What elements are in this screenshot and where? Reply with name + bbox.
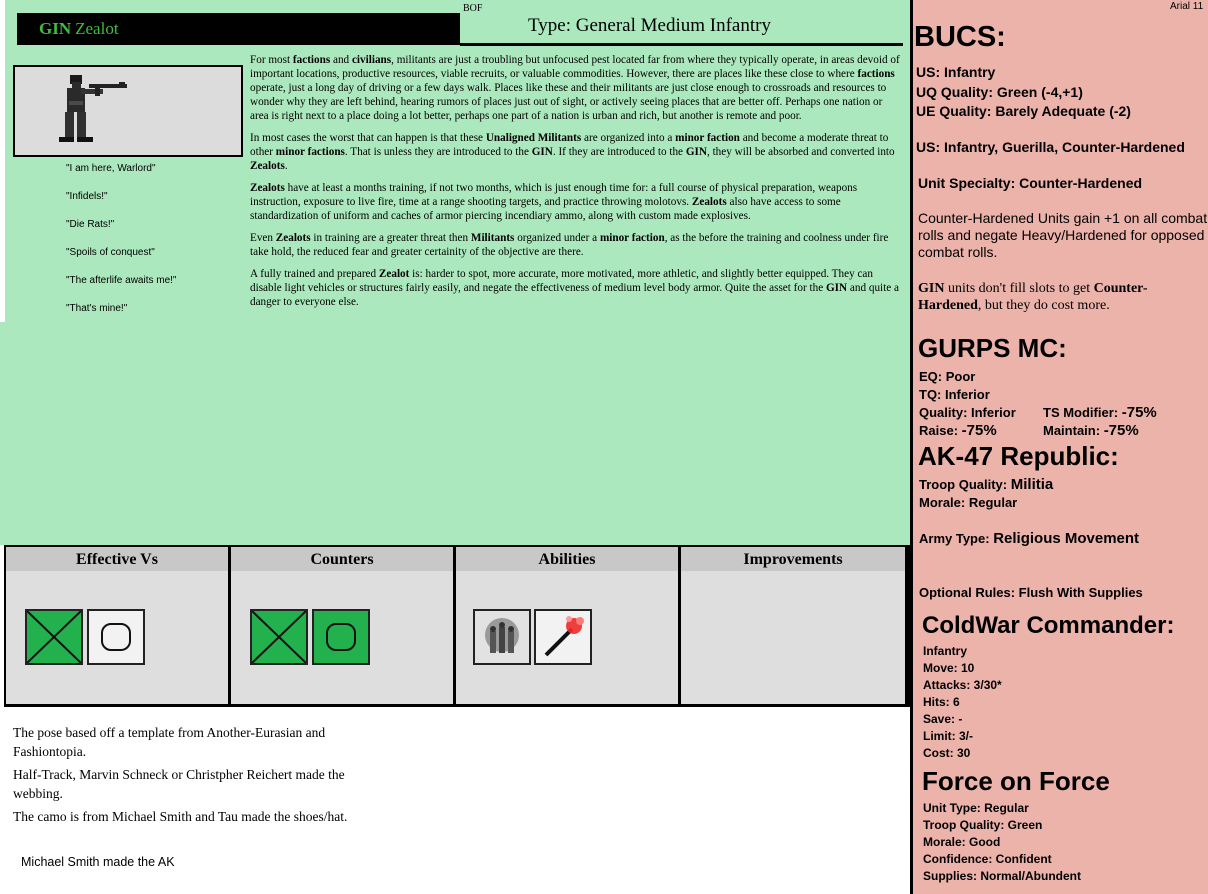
- infantry-target-icon: [87, 609, 145, 665]
- unit-name: Zealot: [75, 19, 119, 38]
- gurps-tq: TQ: Inferior: [919, 387, 990, 402]
- fof-title: Force on Force: [922, 766, 1110, 796]
- gurps-raise: Raise: -75%: [919, 422, 997, 439]
- unit-name-bar: [17, 13, 460, 45]
- ak47-optional-rules: Optional Rules: Flush With Supplies: [919, 585, 1143, 600]
- infantry-counter-icon: [312, 609, 370, 665]
- ak47-army-type: Army Type: Religious Movement: [919, 530, 1140, 547]
- fof-line: Supplies: Normal/Abundent: [923, 869, 1082, 883]
- description-paragraph: For most factions and civilians, militants are just a troubling but unfocused pest located far from where they typically operate, in areas devoid of important locations, productive resources, viable recruits, or valuable commodities. However, there are places like these close to where factions operate, just a long day of driving or a few days walk. Places like these and their militants are just close enough to crossroads and resources to wonder why they are left behind, hearing rumors of places just out of sight, or actively seeing places that are better off. Perhaps one nation or area is right next to a place doing a lot better, perhaps one part of a nation is urban and rich, but another is remote and poor.: [250, 54, 900, 122]
- fof-line: Unit Type: Regular: [923, 801, 1029, 815]
- gurps-eq: EQ: Poor: [919, 369, 976, 384]
- credits: [13, 723, 353, 830]
- coldwar-line: Move: 10: [923, 661, 975, 675]
- armored-target-icon: [25, 609, 83, 665]
- description-paragraph: A fully trained and prepared Zealot is: harder to spot, more accurate, more motivated, more athletic, and slightly better equipped. They can disable light vehicles or structures fairly easily, and negate the effectiveness of medium level body armor. Quite the asset for the GIN and quite a danger to everyone else.: [250, 268, 900, 308]
- coldwar-line: Cost: 30: [923, 746, 971, 760]
- ak47-morale: Morale: Regular: [919, 495, 1018, 510]
- corner-tag: BOF: [463, 3, 483, 14]
- effective-vs-box: [6, 547, 228, 704]
- fof-line: Troop Quality: Green: [923, 818, 1043, 832]
- coldwar-title: ColdWar Commander:: [922, 612, 1175, 639]
- unit-portrait: [13, 65, 243, 157]
- counters-box: [231, 547, 453, 704]
- bucs-specialty: Unit Specialty: Counter-Hardened: [918, 175, 1143, 191]
- abilities-box: [456, 547, 678, 704]
- credit-line: The pose based off a template from Another-Eurasian and Fashiontopia.: [13, 725, 326, 759]
- description-paragraph: Zealots have at least a months training, if not two months, which is just enough time for: a full course of physical preparation, weapons instruction, exposure to live fire, time at a range shooting targets, and practice throwing molotovs. Zealots also have access to some standardization of uniform and caches of armor piercing incendiary ammo, along with custom made explosives.: [250, 182, 858, 222]
- quote-line: "Spoils of conquest": [66, 247, 155, 258]
- abilities-header: Abilities: [456, 547, 678, 571]
- molotov-ability-icon: [534, 609, 592, 665]
- quote-line: "The afterlife awaits me!": [66, 275, 177, 286]
- ak47-title: AK-47 Republic:: [918, 441, 1119, 471]
- fof-line: Morale: Good: [923, 835, 1001, 849]
- ak47-troop-quality: Troop Quality: Militia: [919, 476, 1054, 493]
- bucs-gin-note: GIN units don't fill slots to get Counter-Hardened, but they do cost more.: [918, 281, 1148, 313]
- counters-header: Counters: [231, 547, 453, 571]
- squad-ability-icon: [473, 609, 531, 665]
- title-underline: [460, 43, 903, 46]
- gurps-quality: Quality: Inferior: [919, 405, 1016, 420]
- coldwar-line: Hits: 6: [923, 695, 960, 709]
- effective-vs-header: Effective Vs: [6, 547, 228, 571]
- description-paragraph: Even Zealots in training are a greater threat then Militants organized under a minor faction, as the before the training and coolness under fire take hold, the reduced fear and greater certainity of the objective are there.: [250, 232, 889, 258]
- gurps-ts-modifier: TS Modifier: -75%: [1043, 404, 1157, 421]
- bucs-us2: US: Infantry, Guerilla, Counter-Hardened: [916, 139, 1185, 155]
- unit-type-title: Type: General Medium Infantry: [528, 15, 771, 36]
- font-note: Arial 11: [1170, 1, 1204, 12]
- card-edge-strip: [0, 0, 5, 322]
- quote-line: "Die Rats!": [66, 219, 115, 230]
- bucs-uq: UQ Quality: Green (-4,+1): [916, 84, 1083, 100]
- stats-panel: [913, 0, 1208, 894]
- quote-line: "Infidels!": [66, 191, 108, 202]
- credit-line: Half-Track, Marvin Schneck or Christpher Reichert made the webbing.: [13, 767, 345, 801]
- bucs-us: US: Infantry: [916, 64, 996, 80]
- description-paragraph: In most cases the worst that can happen is that these Unaligned Militants are organized into a minor faction and become a moderate threat to other minor factions. That is unless they are introduced to the GIN. If they are introduced to the GIN, they will be absorbed and converted into Zealots.: [250, 132, 895, 172]
- improvements-box: [681, 547, 905, 704]
- unit-relations-panel: [4, 545, 910, 707]
- unit-quotes: [66, 162, 236, 330]
- coldwar-line: Infantry: [923, 644, 968, 658]
- soldier-sprite-icon: [15, 67, 241, 155]
- quote-line: "I am here, Warlord": [66, 163, 156, 174]
- credit-line: The camo is from Michael Smith and Tau made the shoes/hat.: [13, 809, 348, 824]
- gurps-maintain: Maintain: -75%: [1043, 422, 1139, 439]
- fof-line: Confidence: Confident: [923, 852, 1052, 866]
- quote-line: "That's mine!": [66, 303, 128, 314]
- improvements-header: Improvements: [681, 547, 905, 571]
- gurps-title: GURPS MC:: [918, 333, 1067, 363]
- unit-description: [250, 53, 902, 317]
- bucs-title: BUCS:: [914, 21, 1006, 53]
- bucs-specialty-desc: Counter-Hardened Units gain +1 on all combat rolls and negate Heavy/Hardened for opposed combat rolls.: [918, 210, 1208, 260]
- coldwar-line: Limit: 3/-: [923, 729, 973, 743]
- coldwar-line: Save: -: [923, 712, 963, 726]
- coldwar-line: Attacks: 3/30*: [923, 678, 1002, 692]
- bucs-ue: UE Quality: Barely Adequate (-2): [916, 103, 1131, 119]
- armored-counter-icon: [250, 609, 308, 665]
- faction-name: GIN: [39, 19, 72, 38]
- credit-line: Michael Smith made the AK: [21, 855, 175, 869]
